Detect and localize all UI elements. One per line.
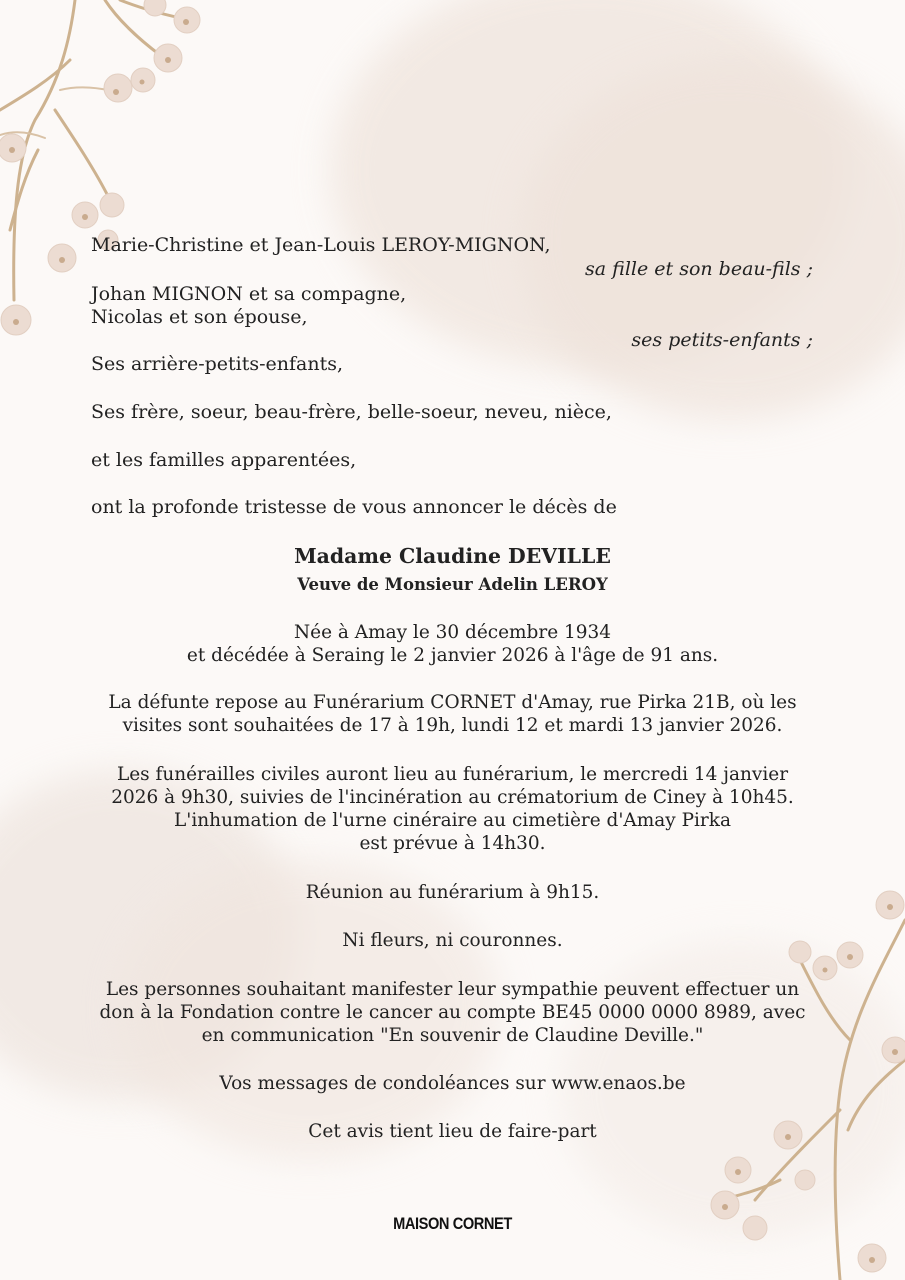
deceased-spouse: Veuve de Monsieur Adelin LEROY (297, 574, 608, 594)
death-line: et décédée à Seraing le 2 janvier 2026 à l'âge de 91 ans. (186, 645, 719, 666)
family-line-1: Marie-Christine et Jean-Louis LEROY-MIGNON, (91, 234, 551, 256)
meeting-line: Réunion au funérarium à 9h15. (305, 882, 600, 903)
family-line-4: Ses arrière-petits-enfants, (91, 353, 344, 375)
announcement-line: ont la profonde tristesse de vous annoncer le décès de (91, 496, 617, 518)
notice-line: Cet avis tient lieu de faire-part (308, 1121, 597, 1142)
donation-line-2: don à la Fondation contre le cancer au compte BE45 0000 0000 8989, avec (99, 1002, 806, 1023)
family-line-6: et les familles apparentées, (91, 449, 357, 471)
family-line-5: Ses frère, soeur, beau-frère, belle-soeur, neveu, nièce, (91, 401, 612, 423)
funeral-line-3: L'inhumation de l'urne cinéraire au cimetière d'Amay Pirka (174, 810, 731, 831)
flowers-line: Ni fleurs, ni couronnes. (342, 930, 563, 951)
family-line-2: Johan MIGNON et sa compagne, (91, 283, 407, 305)
donation-line-3: en communication "En souvenir de Claudine Deville." (201, 1025, 704, 1046)
rest-line-1: La défunte repose au Funérarium CORNET d'Amay, rue Pirka 21B, où les (108, 692, 797, 713)
condolences-line: Vos messages de condoléances sur www.enaos.be (219, 1073, 686, 1094)
relation-label-2: ses petits-enfants ; (631, 329, 813, 351)
funeral-line-4: est prévue à 14h30. (359, 833, 546, 854)
birth-line: Née à Amay le 30 décembre 1934 (293, 622, 611, 643)
relation-label-1: sa fille et son beau-fils ; (585, 258, 813, 280)
funeral-line-2: 2026 à 9h30, suivies de l'incinération au crématorium de Ciney à 10h45. (111, 787, 794, 808)
rest-line-2: visites sont souhaitées de 17 à 19h, lundi 12 et mardi 13 janvier 2026. (122, 715, 783, 736)
donation-line-1: Les personnes souhaitant manifester leur sympathie peuvent effectuer un (105, 979, 800, 1000)
maison-cornet-logo: MAISON CORNET (393, 1214, 512, 1233)
deceased-name: Madame Claudine DEVILLE (294, 544, 611, 568)
funeral-line-1: Les funérailles civiles auront lieu au funérarium, le mercredi 14 janvier (116, 764, 789, 785)
family-line-3: Nicolas et son épouse, (91, 306, 308, 328)
